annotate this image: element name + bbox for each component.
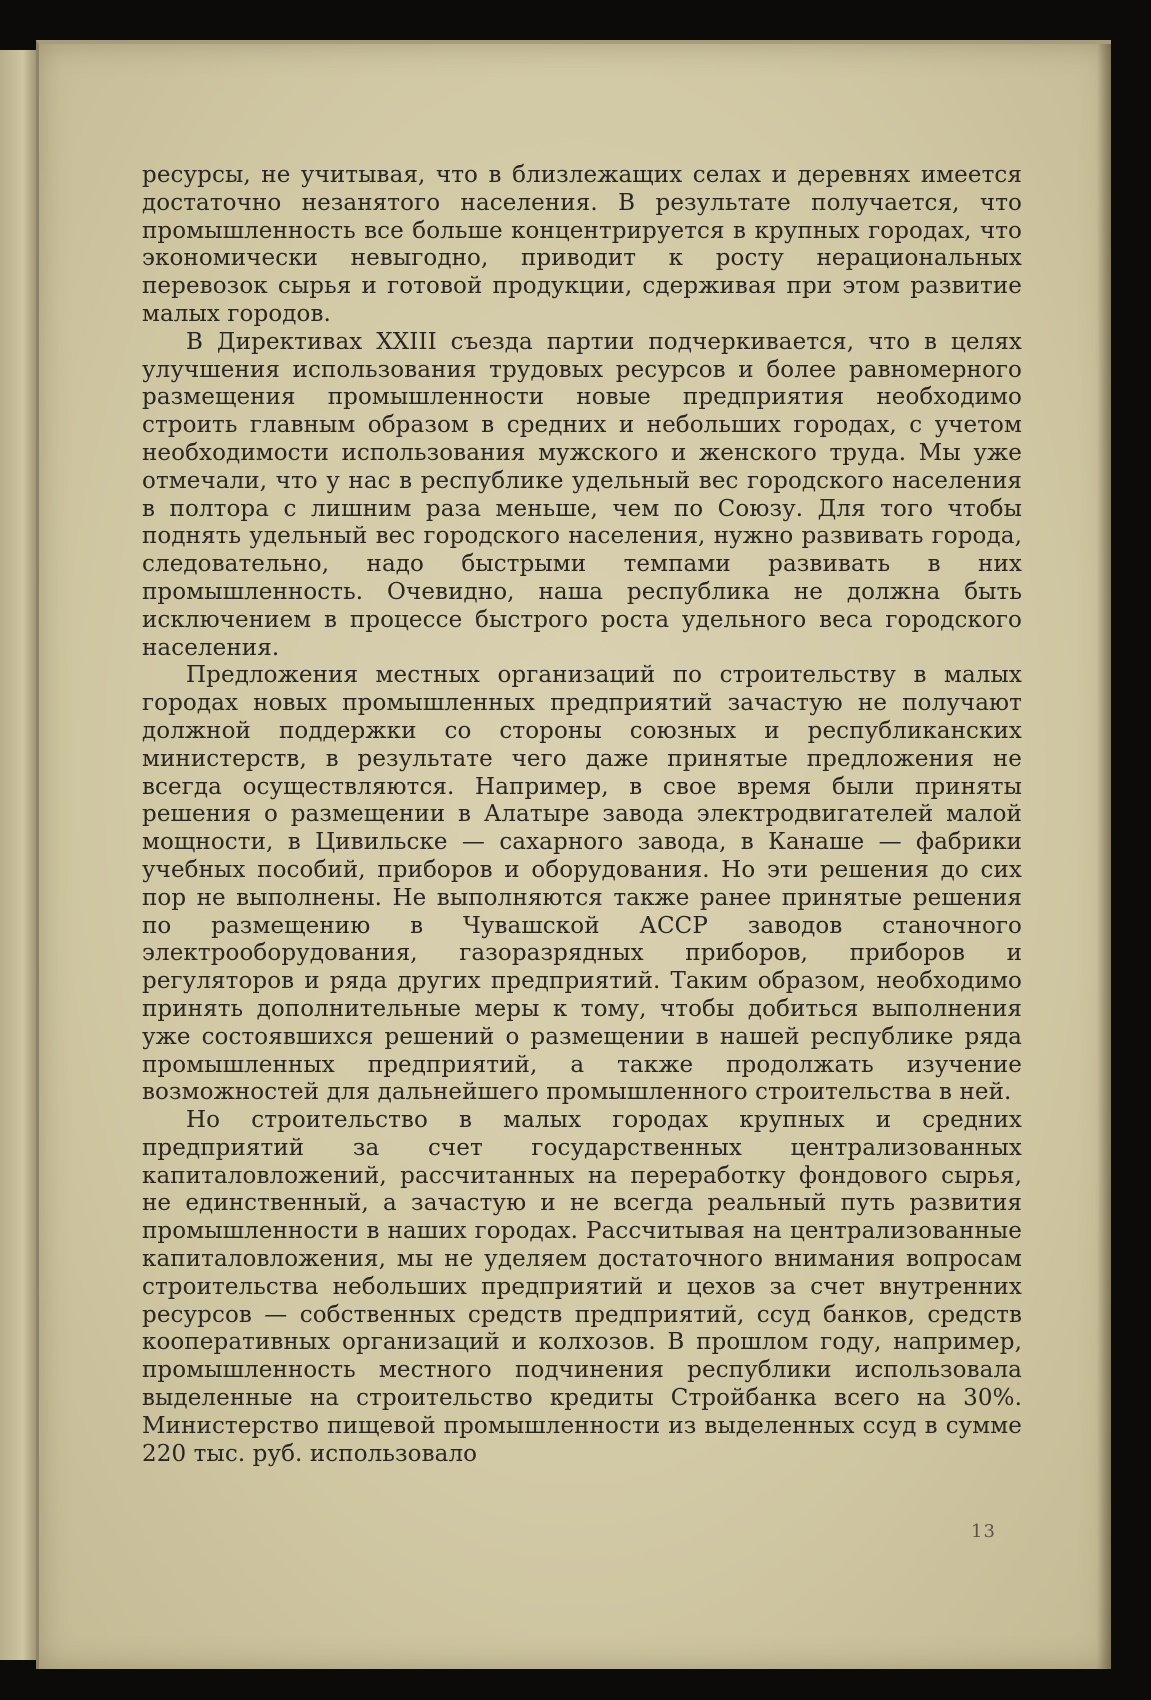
facing-page-edge bbox=[0, 50, 40, 1660]
page-right-edge-shadow bbox=[1097, 44, 1111, 1669]
body-text bbox=[142, 162, 1022, 1468]
book-page bbox=[36, 40, 1111, 1669]
paragraph-continuation: ресурсы, не учитывая, что в близлежащих селах и деревнях имеется достаточно незанятого населения. В результате получается, что промышленность все больше концентрируется в крупных городах, что экономически невыгодно, приводит к росту нерациональных перевозок сырья и готовой продукции, сдерживая при этом развитие малых городов. bbox=[142, 162, 1022, 327]
paragraph-proposals: Предложения местных организаций по строительству в малых городах новых промышленных предприятий зачастую не получают должной поддержки со стороны союзных и республиканских министерств, в результате чего даже принятые предложения не всегда осуществляются. Например, в свое время были приняты решения о размещении в Алатыре завода электродвигателей малой мощности, в Цивильске — сахарного завода, в Канаше — фабрики учебных пособий, приборов и оборудования. Но эти решения до сих пор не выполнены. Не выполняются также ранее принятые решения по размещению в Чувашской АССР заводов станочного электрооборудования, газоразрядных приборов, приборов и регуляторов и ряда других предприятий. Таким образом, необходимо принять дополнительные меры к тому, чтобы добиться выполнения уже состоявшихся решений о размещении в нашей республике ряда промышленных предприятий, а также продолжать изучение возможностей для дальнейшего промышленного строительства в ней. bbox=[142, 662, 1022, 1106]
page-number: 13 bbox=[971, 1521, 996, 1542]
paragraph-construction: Но строительство в малых городах крупных и средних предприятий за счет государственных централизованных капиталовложений, рассчитанных на переработку фондового сырья, не единственный, а зачастую и не всегда реальный путь развития промышленности в наших городах. Рассчитывая на централизованные капиталовложения, мы не уделяем достаточного внимания вопросам строительства небольших предприятий и цехов за счет внутренних ресурсов — собственных средств предприятий, ссуд банков, средств кооперативных организаций и колхозов. В прошлом году, например, промышленность местного подчинения республики использовала выделенные на строительство кредиты Стройбанка всего на 30%. Министерство пищевой промышленности из выделенных ссуд в сумме 220 тыс. руб. использовало bbox=[142, 1107, 1022, 1467]
paragraph-directives: В Директивах XXIII съезда партии подчеркивается, что в целях улучшения использования трудовых ресурсов и более равномерного размещения промышленности новые предприятия необходимо строить главным образом в средних и небольших городах, с учетом необходимости использования мужского и женского труда. Мы уже отмечали, что у нас в республике удельный вес городского населения в полтора с лишним раза меньше, чем по Союзу. Для того чтобы поднять удельный вес городского населения, нужно развивать города, следовательно, надо быстрыми темпами развивать в них промышленность. Очевидно, наша республика не должна быть исключением в процессе быстрого роста удельного веса городского населения. bbox=[142, 328, 1022, 661]
